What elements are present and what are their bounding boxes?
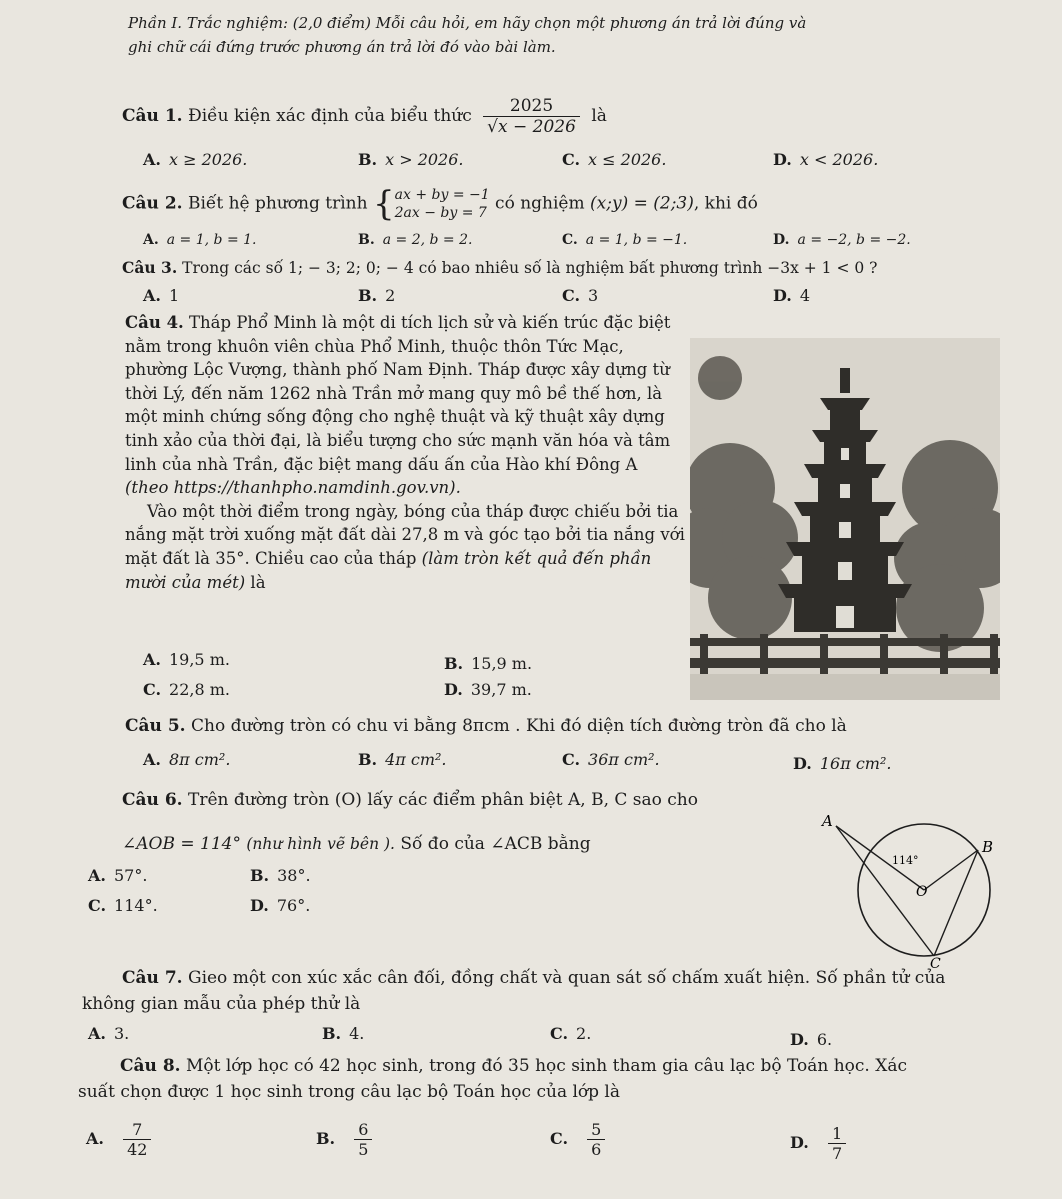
angle-aob: ∠AOB = 114° xyxy=(122,834,241,854)
q2-option-b[interactable]: B. a = 2, b = 2. xyxy=(358,232,473,248)
question-5-number: Câu 5. xyxy=(125,716,186,736)
q1-option-a[interactable]: A. x ≥ 2026. xyxy=(143,150,248,169)
pagoda-tower-image xyxy=(690,338,1000,700)
question-4: Câu 4. Tháp Phổ Minh là một di tích lịch sử và kiến trúc đặc biệt nằm trong khuôn viên chùa Phổ Minh, thuộc thôn Tức Mạc, phường Lộc Vượng, thành phố Nam Định. Tháp được xây dựng từ thời Lý, đến năm 1262 nhà Trần mở mang quy mô bề thế hơn, là một minh chứng sống động cho nghệ thuật và kỹ thuật xây dựng tinh xảo của thời đại, là biểu tượng cho sức mạnh văn hóa và tâm linh của nhà Trần, đặc biệt mang dấu ấn của Hào khí Đông A (theo https://thanhpho.namdinh.gov.vn). Vào một thời điểm trong ngày, bóng của tháp được chiếu bởi tia nắng mặt trời xuống mặt đất dài 27,8 m và góc tạo bởi tia nắng với mặt đất là 35°. Chiều cao của tháp (làm tròn kết quả đến phần mười của mét) là xyxy=(125,313,685,592)
label-a: A xyxy=(822,812,833,830)
circle-figure xyxy=(800,808,1030,968)
q7-option-a[interactable]: A. 3. xyxy=(88,1024,130,1043)
question-2-number: Câu 2. xyxy=(122,193,183,214)
q6-option-c[interactable]: C. 114°. xyxy=(88,896,158,915)
q6-option-b[interactable]: B. 38°. xyxy=(250,866,311,885)
question-1-fraction xyxy=(483,96,580,137)
question-6-line-2 xyxy=(122,834,591,854)
question-4-problem: Vào một thời điểm trong ngày, bóng của tháp được chiếu bởi tia nắng mặt trời xuống mặt đất dài 27,8 m và góc tạo bởi tia nắng với mặt đất là 35°. Chiều cao của tháp xyxy=(125,501,685,568)
q3-option-c[interactable]: C. 3 xyxy=(562,286,599,305)
question-3-number: Câu 3. xyxy=(122,258,178,277)
q8-option-b[interactable]: B. $\frac{6}{5}$ xyxy=(316,1120,378,1159)
question-2-solution: (x;y) = (2;3) xyxy=(590,193,694,214)
q5-option-d[interactable]: D. 16π cm². xyxy=(793,754,892,773)
question-7-line-2: không gian mẫu của phép thử là xyxy=(82,994,361,1014)
q5-option-c[interactable]: C. 36π cm². xyxy=(562,750,660,769)
q8-option-a[interactable]: A. $\frac{7}{42}$ xyxy=(86,1120,157,1159)
q7-option-d[interactable]: D. 6. xyxy=(790,1030,833,1049)
question-8-line-2: suất chọn được 1 học sinh trong câu lạc bộ Toán học của lớp là xyxy=(78,1082,621,1102)
q1-option-b[interactable]: B. x > 2026. xyxy=(358,150,464,169)
q4-option-d[interactable]: D. 39,7 m. xyxy=(444,680,532,699)
question-6-text: Trên đường tròn (O) lấy các điểm phân biệt A, B, C sao cho xyxy=(187,790,698,810)
question-4-passage: Tháp Phổ Minh là một di tích lịch sử và kiến trúc đặc biệt nằm trong khuôn viên chùa Phổ Minh, thuộc thôn Tức Mạc, phường Lộc Vượng, thành phố Nam Định. Tháp được xây dựng từ thời Lý, đến năm 1262 nhà Trần mở mang quy mô bề thế hơn, là một minh chứng sống động cho nghệ thuật và kỹ thuật xây dựng tinh xảo của thời đại, là biểu tượng cho sức mạnh văn hóa và tâm linh của nhà Trần, đặc biệt mang dấu ấn của Hào khí Đông A xyxy=(125,313,671,474)
q3-option-b[interactable]: B. 2 xyxy=(358,286,396,305)
equation-system: ax + by = −1 2ax − by = 7 xyxy=(394,187,490,221)
q1-option-c[interactable]: C. x ≤ 2026. xyxy=(562,150,667,169)
question-4-note: (làm tròn kết quả đến phần mười của mét) xyxy=(125,548,652,592)
question-6 xyxy=(122,790,698,810)
label-c: C xyxy=(930,956,941,968)
question-5-text: Cho đường tròn có chu vi bằng 8πcm . Khi đó diện tích đường tròn đã cho là xyxy=(190,716,847,736)
q4-option-a[interactable]: A. 19,5 m. xyxy=(143,650,230,669)
label-b: B xyxy=(982,838,994,856)
question-1-number: Câu 1. xyxy=(122,106,183,126)
q2-option-c[interactable]: C. a = 1, b = −1. xyxy=(562,232,688,248)
question-8 xyxy=(120,1056,907,1076)
question-4-number: Câu 4. xyxy=(125,313,184,332)
question-7-number: Câu 7. xyxy=(122,968,183,988)
intro-line-1: Phần I. Trắc nghiệm: (2,0 điểm) Mỗi câu hỏi, em hãy chọn một phương án trả lời đúng và xyxy=(128,14,807,32)
q3-option-a[interactable]: A. 1 xyxy=(143,286,180,305)
fraction-numerator: 2025 xyxy=(483,96,580,117)
question-2: Câu 2. Biết hệ phương trình { ax + by = −1 2ax − by = 7 có nghiệm (x;y) = (2;3), khi đó xyxy=(122,184,758,224)
q3-option-d[interactable]: D. 4 xyxy=(773,286,811,305)
fraction-denominator: √x − 2026 xyxy=(487,117,576,137)
q8-option-c[interactable]: C. $\frac{5}{6}$ xyxy=(550,1120,611,1159)
q6-option-d[interactable]: D. 76°. xyxy=(250,896,311,915)
question-6-number: Câu 6. xyxy=(122,790,183,810)
intro-line-2: ghi chữ cái đứng trước phương án trả lời đó vào bài làm. xyxy=(128,38,556,56)
q4-option-c[interactable]: C. 22,8 m. xyxy=(143,680,230,699)
label-angle: 114° xyxy=(892,854,919,867)
question-3-text: Trong các số 1; − 3; 2; 0; − 4 có bao nhiêu số là nghiệm bất phương trình −3x + 1 < 0 ? xyxy=(182,259,878,277)
q6-option-a[interactable]: A. 57°. xyxy=(88,866,148,885)
q4-option-b[interactable]: B. 15,9 m. xyxy=(444,654,533,673)
label-o: O xyxy=(916,884,928,900)
question-1 xyxy=(122,96,607,137)
q7-option-c[interactable]: C. 2. xyxy=(550,1024,592,1043)
question-1-suffix: là xyxy=(591,106,607,126)
q7-option-b[interactable]: B. 4. xyxy=(322,1024,365,1043)
question-6-ask: Số đo của ∠ACB bằng xyxy=(400,834,591,854)
q8-option-d[interactable]: D. $\frac{1}{7}$ xyxy=(790,1124,852,1163)
system-brace: { xyxy=(372,184,395,224)
question-6-hint: (như hình vẽ bên ). xyxy=(246,835,395,853)
q1-option-d[interactable]: D. x < 2026. xyxy=(773,150,879,169)
question-2-mid: có nghiệm xyxy=(495,193,585,214)
question-3 xyxy=(122,258,878,277)
q5-option-b[interactable]: B. 4π cm². xyxy=(358,750,447,769)
q5-option-a[interactable]: A. 8π cm². xyxy=(143,750,231,769)
question-4-source: (theo https://thanhpho.namdinh.gov.vn). xyxy=(125,478,461,498)
q2-option-a[interactable]: A. a = 1, b = 1. xyxy=(143,232,257,248)
question-7 xyxy=(122,968,945,988)
q2-option-d[interactable]: D. a = −2, b = −2. xyxy=(773,232,911,248)
question-5 xyxy=(125,716,847,736)
question-7-text: Gieo một con xúc xắc cân đối, đồng chất và quan sát số chấm xuất hiện. Số phần tử của xyxy=(187,968,946,988)
question-1-text: Điều kiện xác định của biểu thức xyxy=(187,106,472,126)
question-2-text: Biết hệ phương trình xyxy=(187,193,368,214)
question-8-number: Câu 8. xyxy=(120,1056,181,1076)
question-8-text: Một lớp học có 42 học sinh, trong đó 35 học sinh tham gia câu lạc bộ Toán học. Xác xyxy=(185,1056,907,1076)
